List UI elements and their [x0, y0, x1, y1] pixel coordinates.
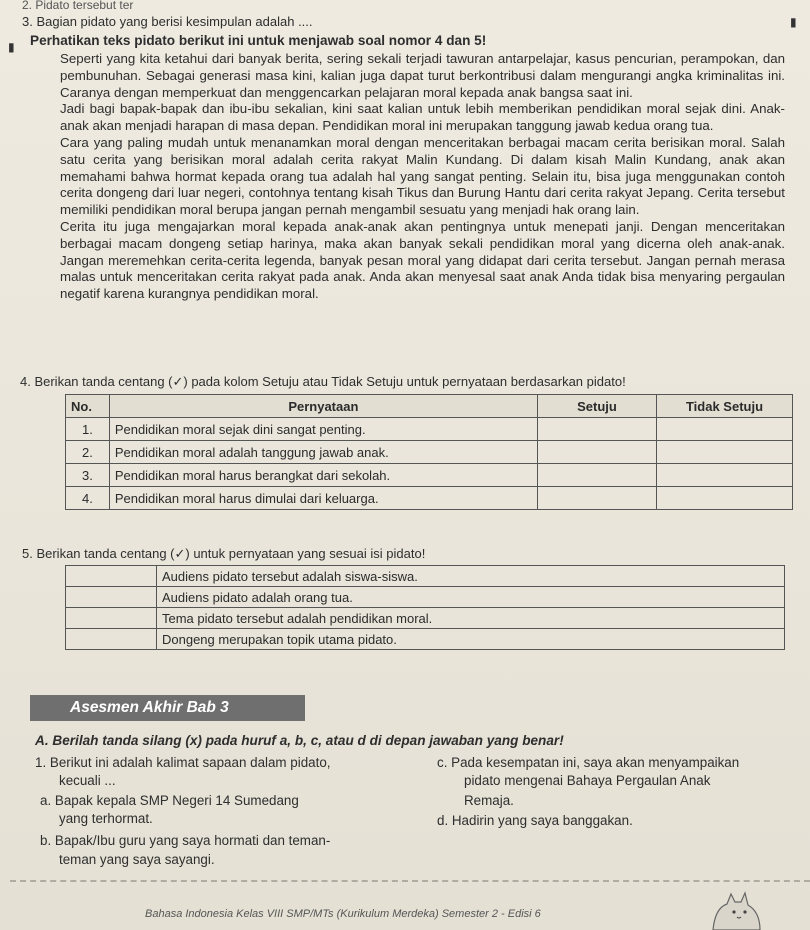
disagree-checkbox-cell[interactable] — [657, 487, 793, 510]
checklist-table — [65, 565, 785, 650]
col-header-agree: Setuju — [537, 395, 656, 418]
assessment-banner: Asesmen Akhir Bab 3 — [30, 695, 305, 721]
margin-tick: ▮ — [8, 40, 15, 54]
check-cell[interactable] — [66, 587, 157, 608]
agree-checkbox-cell[interactable] — [537, 487, 656, 510]
table-row — [66, 418, 793, 441]
passage-paragraph: Seperti yang kita ketahui dari banyak berita, sering sekali terjadi tawuran antarpelajar, kasus pencurian, perampokan, dan pembunuhan. Sebagai generasi masa kini, kalian juga dapat turut berkontribusi dalam mengurangi angka kriminalitas ini. Caranya dengan memperkuat dan menggencarkan pelajaran moral kepada anak bangsa saat ini. — [60, 51, 785, 100]
check-cell[interactable] — [66, 608, 157, 629]
row-number: 4. — [66, 487, 110, 510]
table-row — [66, 464, 793, 487]
option-a[interactable]: a. Bapak kepala SMP Negeri 14 Sumedang — [40, 793, 299, 808]
option-b[interactable]: b. Bapak/Ibu guru yang saya hormati dan teman- — [40, 833, 331, 848]
agree-disagree-table — [65, 394, 793, 510]
cat-illustration-icon — [705, 890, 765, 930]
passage-paragraph: Jadi bagi bapak-bapak dan ibu-ibu sekalian, kini saat kalian untuk lebih memberikan pendidikan moral sejak dini. Anak-anak akan menjadi harapan di masa depan. Pendidikan moral ini merupakan tanggung jawab kedua orang tua. — [60, 101, 785, 134]
col-header-no: No. — [66, 395, 110, 418]
row-number: 1. — [66, 418, 110, 441]
table-row — [66, 629, 785, 650]
row-statement: Audiens pidato tersebut adalah siswa-siswa. — [157, 566, 785, 587]
table-row — [66, 441, 793, 464]
table-row — [66, 566, 785, 587]
question-5-prompt: 5. Berikan tanda centang (✓) untuk pernyataan yang sesuai isi pidato! — [22, 546, 426, 561]
passage-paragraph: Cerita itu juga mengajarkan moral kepada anak-anak akan pentingnya untuk menepati janji. Dengan menceritakan berbagai macam dongeng setiap harinya, maka akan banyak sekali pendidikan moral yang dicerna oleh anak-anak. Jangan meremehkan cerita-cerita legenda, banyak pesan moral yang didapat dari cerita tersebut. Jangan pernah merasa malas untuk menceritakan cerita rakyat pada anak. Anda akan menyesal saat anak Anda tidak bisa menyaring pergaulan negatif karena kurangnya pendidikan moral. — [60, 218, 785, 302]
row-number: 2. — [66, 441, 110, 464]
q1-stem: 1. Berikut ini adalah kalimat sapaan dalam pidato, — [35, 755, 331, 770]
col-header-statement: Pernyataan — [109, 395, 537, 418]
option-c-cont2: Remaja. — [464, 793, 514, 808]
question-2-text: 2. Pidato tersebut ter — [22, 0, 134, 12]
row-number: 3. — [66, 464, 110, 487]
section-a-instruction: A. Berilah tanda silang (x) pada huruf a, b, c, atau d di depan jawaban yang benar! — [35, 733, 564, 748]
option-b-cont: teman yang saya sayangi. — [59, 852, 215, 867]
row-statement: Tema pidato tersebut adalah pendidikan moral. — [157, 608, 785, 629]
row-statement: Audiens pidato adalah orang tua. — [157, 587, 785, 608]
table-row — [66, 608, 785, 629]
row-statement: Pendidikan moral harus berangkat dari sekolah. — [109, 464, 537, 487]
col-header-disagree: Tidak Setuju — [657, 395, 793, 418]
table-row — [66, 587, 785, 608]
option-c-cont: pidato mengenai Bahaya Pergaulan Anak — [464, 773, 711, 788]
passage-instruction: Perhatikan teks pidato berikut ini untuk menjawab soal nomor 4 dan 5! — [30, 33, 487, 48]
row-statement: Dongeng merupakan topik utama pidato. — [157, 629, 785, 650]
check-cell[interactable] — [66, 629, 157, 650]
agree-checkbox-cell[interactable] — [537, 441, 656, 464]
row-statement: Pendidikan moral harus dimulai dari keluarga. — [109, 487, 537, 510]
agree-checkbox-cell[interactable] — [537, 464, 656, 487]
disagree-checkbox-cell[interactable] — [657, 441, 793, 464]
table-row — [66, 487, 793, 510]
margin-tick: ▮ — [790, 15, 797, 29]
page-footer: Bahasa Indonesia Kelas VIII SMP/MTs (Kurikulum Merdeka) Semester 2 - Edisi 6 — [145, 908, 541, 920]
agree-checkbox-cell[interactable] — [537, 418, 656, 441]
speech-passage — [30, 51, 785, 303]
disagree-checkbox-cell[interactable] — [657, 418, 793, 441]
option-a-cont: yang terhormat. — [59, 811, 153, 826]
disagree-checkbox-cell[interactable] — [657, 464, 793, 487]
question-3-text: 3. Bagian pidato yang berisi kesimpulan adalah .... — [22, 14, 313, 29]
row-statement: Pendidikan moral sejak dini sangat penting. — [109, 418, 537, 441]
question-4-prompt: 4. Berikan tanda centang (✓) pada kolom Setuju atau Tidak Setuju untuk pernyataan berdasarkan pidato! — [20, 374, 626, 389]
passage-paragraph: Cara yang paling mudah untuk menanamkan moral dengan menceritakan berbagai macam cerita berisikan moral. Salah satu cerita yang berisikan moral adalah cerita rakyat Malin Kundang. Di dalam kisah Malin Kundang, anak akan memahami bahwa hormat kepada orang tua adalah hal yang sangat penting. Selain itu, bisa juga menggunakan contoh cerita dongeng dari luar negeri, contohnya tentang kisah Tikus dan Burung Hantu dari cerita rakyat Jepang. Cerita tersebut memiliki pendidikan moral berupa jangan pernah mengambil sesuatu yang menjadi hak orang lain. — [60, 134, 785, 218]
option-c[interactable]: c. Pada kesempatan ini, saya akan menyampaikan — [437, 755, 740, 770]
check-cell[interactable] — [66, 566, 157, 587]
option-d[interactable]: d. Hadirin yang saya banggakan. — [437, 813, 633, 828]
q1-stem-cont: kecuali ... — [59, 773, 116, 788]
page-divider — [10, 880, 810, 882]
row-statement: Pendidikan moral adalah tanggung jawab anak. — [109, 441, 537, 464]
